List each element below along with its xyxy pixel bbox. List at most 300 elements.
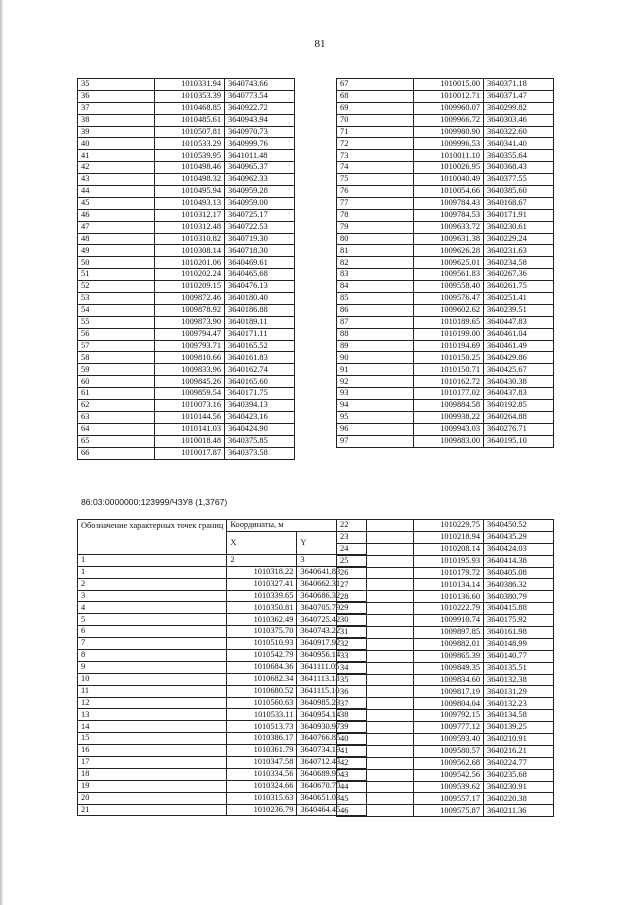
x-coordinate: 1010315.63 <box>227 792 297 804</box>
y-coordinate: 3640230.61 <box>484 221 554 233</box>
y-coordinate: 3640299.82 <box>484 102 554 114</box>
x-coordinate: 1009561.83 <box>414 269 484 281</box>
x-coordinate: 1010012.71 <box>414 90 484 102</box>
y-coordinate: 3640229.24 <box>484 233 554 245</box>
table-row <box>78 709 367 721</box>
y-coordinate: 3641111.05 <box>297 661 367 673</box>
y-coordinate: 3640447.83 <box>484 316 554 328</box>
x-coordinate: 1009793.71 <box>155 340 225 352</box>
y-coordinate: 3640435.29 <box>484 531 554 543</box>
y-coordinate: 3640235.68 <box>484 769 554 781</box>
table-row <box>78 197 295 209</box>
point-number: 69 <box>337 102 414 114</box>
table-row <box>337 650 554 662</box>
x-coordinate: 1010136.60 <box>414 591 484 603</box>
y-coordinate: 3640276.71 <box>484 423 554 435</box>
point-number: 40 <box>337 734 414 746</box>
y-coordinate: 3640135.51 <box>484 662 554 674</box>
coordinates-table-bottom-right <box>336 519 554 817</box>
table-row <box>337 340 554 352</box>
y-coordinate: 3640195.10 <box>484 435 554 447</box>
table-row <box>337 543 554 555</box>
table-row <box>337 411 554 423</box>
y-coordinate: 3640959.00 <box>225 197 295 209</box>
x-coordinate: 1009626.28 <box>414 245 484 257</box>
x-coordinate: 1010144.56 <box>155 411 225 423</box>
y-coordinate: 3640985.23 <box>297 697 367 709</box>
y-coordinate: 3640168.67 <box>484 197 554 209</box>
x-coordinate: 1009794.47 <box>155 328 225 340</box>
point-number: 1 <box>78 566 227 578</box>
table-row <box>337 627 554 639</box>
x-coordinate: 1010194.69 <box>414 340 484 352</box>
table-row <box>78 614 367 626</box>
table-row <box>78 209 295 221</box>
point-number: 82 <box>337 257 414 269</box>
point-number: 84 <box>337 281 414 293</box>
point-number: 81 <box>337 245 414 257</box>
y-coordinate: 3640405.08 <box>484 567 554 579</box>
point-number: 26 <box>337 567 414 579</box>
x-coordinate: 1010542.79 <box>227 650 297 662</box>
table-row <box>78 281 295 293</box>
table-row <box>78 269 295 281</box>
y-coordinate: 3640377.55 <box>484 174 554 186</box>
table-row <box>337 400 554 412</box>
header-x: X <box>227 531 297 554</box>
y-coordinate: 3640140.77 <box>484 650 554 662</box>
point-number: 61 <box>78 388 155 400</box>
x-coordinate: 1010308.14 <box>155 245 225 257</box>
table-row <box>337 245 554 257</box>
point-number: 10 <box>78 673 227 685</box>
x-coordinate: 1009960.07 <box>414 102 484 114</box>
x-coordinate: 1009980.90 <box>414 126 484 138</box>
page-number: 81 <box>314 38 326 50</box>
x-coordinate: 1009996.53 <box>414 138 484 150</box>
y-coordinate: 3640686.32 <box>297 590 367 602</box>
x-coordinate: 1009558.40 <box>414 281 484 293</box>
table-row <box>78 602 367 614</box>
x-coordinate: 1010468.85 <box>155 102 225 114</box>
x-coordinate: 1010498.46 <box>155 162 225 174</box>
x-coordinate: 1010229.75 <box>414 520 484 532</box>
point-number: 46 <box>337 805 414 817</box>
y-coordinate: 3640220.38 <box>484 793 554 805</box>
x-coordinate: 1010040.49 <box>414 174 484 186</box>
x-coordinate: 1009792.15 <box>414 710 484 722</box>
y-coordinate: 3640662.31 <box>297 578 367 590</box>
section-label: 86:03:0000000:123999/ЧЗУ8 (1,3767) <box>81 497 228 507</box>
x-coordinate: 1010312.48 <box>155 221 225 233</box>
y-coordinate: 3640999.76 <box>225 138 295 150</box>
table-row <box>337 662 554 674</box>
y-coordinate: 3640303.46 <box>484 114 554 126</box>
x-coordinate: 1009859.54 <box>155 388 225 400</box>
point-number: 49 <box>78 245 155 257</box>
y-coordinate: 3640423.16 <box>225 411 295 423</box>
header-number-3: 3 <box>297 554 367 566</box>
y-coordinate: 3640210.91 <box>484 734 554 746</box>
table-row <box>337 781 554 793</box>
x-coordinate: 1009849.35 <box>414 662 484 674</box>
x-coordinate: 1009631.38 <box>414 233 484 245</box>
point-number: 36 <box>337 686 414 698</box>
point-number: 25 <box>337 555 414 567</box>
table-row <box>78 447 295 459</box>
table-row <box>337 364 554 376</box>
x-coordinate: 1010498.32 <box>155 174 225 186</box>
table-row <box>78 757 367 769</box>
x-coordinate: 1010177.02 <box>414 388 484 400</box>
table-row <box>337 114 554 126</box>
y-coordinate: 3640386.32 <box>484 579 554 591</box>
point-number: 15 <box>78 733 227 745</box>
table-row <box>337 520 554 532</box>
point-number: 83 <box>337 269 414 281</box>
y-coordinate: 3640161.98 <box>484 627 554 639</box>
y-coordinate: 3640641.83 <box>297 566 367 578</box>
point-number: 68 <box>337 90 414 102</box>
y-coordinate: 3640371.47 <box>484 90 554 102</box>
header-y: Y <box>297 531 367 554</box>
x-coordinate: 1010202.24 <box>155 269 225 281</box>
table-row <box>78 352 295 364</box>
point-number: 96 <box>337 423 414 435</box>
y-coordinate: 3640231.63 <box>484 245 554 257</box>
point-number: 21 <box>78 804 227 816</box>
y-coordinate: 3640670.70 <box>297 780 367 792</box>
y-coordinate: 3640424.03 <box>484 543 554 555</box>
scan-edge <box>0 0 3 905</box>
point-number: 32 <box>337 638 414 650</box>
table-row <box>78 233 295 245</box>
table-row <box>337 734 554 746</box>
table-row <box>78 79 295 91</box>
point-number: 90 <box>337 352 414 364</box>
y-coordinate: 3640651.03 <box>297 792 367 804</box>
x-coordinate: 1010684.36 <box>227 661 297 673</box>
x-coordinate: 1010680.52 <box>227 685 297 697</box>
table-row <box>78 162 295 174</box>
table-row <box>337 90 554 102</box>
y-coordinate: 3640175.92 <box>484 615 554 627</box>
coordinates-table-top-right <box>336 78 554 448</box>
table-row <box>337 197 554 209</box>
x-coordinate: 1010026.95 <box>414 162 484 174</box>
x-coordinate: 1010150.71 <box>414 364 484 376</box>
y-coordinate: 3640959.28 <box>225 186 295 198</box>
point-number: 44 <box>78 186 155 198</box>
point-number: 39 <box>78 126 155 138</box>
table-row <box>78 768 367 780</box>
table-row <box>78 400 295 412</box>
y-coordinate: 3640234.58 <box>484 257 554 269</box>
x-coordinate: 1009580.57 <box>414 745 484 757</box>
x-coordinate: 1009910.74 <box>414 615 484 627</box>
x-coordinate: 1010222.79 <box>414 603 484 615</box>
table-row <box>78 150 295 162</box>
x-coordinate: 1009834.60 <box>414 674 484 686</box>
point-number: 94 <box>337 400 414 412</box>
point-number: 64 <box>78 423 155 435</box>
y-coordinate: 3640261.75 <box>484 281 554 293</box>
point-number: 16 <box>78 745 227 757</box>
table-row <box>337 423 554 435</box>
y-coordinate: 3640224.77 <box>484 757 554 769</box>
y-coordinate: 3640424.90 <box>225 423 295 435</box>
table-row <box>78 304 295 316</box>
table-row <box>78 745 367 757</box>
x-coordinate: 1010327.41 <box>227 578 297 590</box>
table-row <box>78 102 295 114</box>
header-coordinates: Координаты, м <box>227 520 367 532</box>
point-number: 54 <box>78 304 155 316</box>
point-number: 42 <box>78 162 155 174</box>
table-row <box>337 221 554 233</box>
point-number: 87 <box>337 316 414 328</box>
y-coordinate: 3640373.58 <box>225 447 295 459</box>
point-number: 85 <box>337 293 414 305</box>
y-coordinate: 3640251.41 <box>484 293 554 305</box>
x-coordinate: 1009542.56 <box>414 769 484 781</box>
point-number: 35 <box>78 79 155 91</box>
x-coordinate: 1009833.96 <box>155 364 225 376</box>
y-coordinate: 3640743.22 <box>297 626 367 638</box>
x-coordinate: 1009938.22 <box>414 411 484 423</box>
point-number: 43 <box>337 769 414 781</box>
x-coordinate: 1009784.43 <box>414 197 484 209</box>
point-number: 74 <box>337 162 414 174</box>
x-coordinate: 1010334.56 <box>227 768 297 780</box>
y-coordinate: 3640464.45 <box>297 804 367 816</box>
point-number: 77 <box>337 197 414 209</box>
point-number: 56 <box>78 328 155 340</box>
point-number: 34 <box>337 662 414 674</box>
table-row <box>78 661 367 673</box>
x-coordinate: 1010199.00 <box>414 328 484 340</box>
x-coordinate: 1010011.10 <box>414 150 484 162</box>
point-number: 50 <box>78 257 155 269</box>
x-coordinate: 1009872.46 <box>155 293 225 305</box>
x-coordinate: 1010510.93 <box>227 638 297 650</box>
y-coordinate: 3640450.52 <box>484 520 554 532</box>
x-coordinate: 1010201.06 <box>155 257 225 269</box>
table-row <box>337 281 554 293</box>
point-number: 55 <box>78 316 155 328</box>
y-coordinate: 3640131.29 <box>484 686 554 698</box>
point-number: 20 <box>78 792 227 804</box>
table-row <box>337 686 554 698</box>
point-number: 89 <box>337 340 414 352</box>
x-coordinate: 1009845.26 <box>155 376 225 388</box>
point-number: 2 <box>78 578 227 590</box>
point-number: 57 <box>78 340 155 352</box>
x-coordinate: 1010179.72 <box>414 567 484 579</box>
x-coordinate: 1010162.72 <box>414 376 484 388</box>
x-coordinate: 1010054.66 <box>414 186 484 198</box>
x-coordinate: 1010209.15 <box>155 281 225 293</box>
point-number: 19 <box>78 780 227 792</box>
table-row <box>78 126 295 138</box>
x-coordinate: 1010310.82 <box>155 233 225 245</box>
point-number: 5 <box>78 614 227 626</box>
table-row <box>337 579 554 591</box>
point-number: 91 <box>337 364 414 376</box>
point-number: 6 <box>78 626 227 638</box>
y-coordinate: 3640165.60 <box>225 376 295 388</box>
point-number: 44 <box>337 781 414 793</box>
x-coordinate: 1009810.66 <box>155 352 225 364</box>
x-coordinate: 1010347.58 <box>227 757 297 769</box>
table-row <box>78 721 367 733</box>
y-coordinate: 3640719.30 <box>225 233 295 245</box>
coordinates-table-bottom-left <box>77 519 367 816</box>
y-coordinate: 3640380.79 <box>484 591 554 603</box>
y-coordinate: 3640954.14 <box>297 709 367 721</box>
point-number: 92 <box>337 376 414 388</box>
y-coordinate: 3640430.38 <box>484 376 554 388</box>
table-row <box>337 674 554 686</box>
point-number: 24 <box>337 543 414 555</box>
table-row <box>337 352 554 364</box>
point-number: 38 <box>78 114 155 126</box>
point-number: 30 <box>337 615 414 627</box>
x-coordinate: 1010362.49 <box>227 614 297 626</box>
point-number: 13 <box>78 709 227 721</box>
y-coordinate: 3640943.94 <box>225 114 295 126</box>
table-row <box>78 423 295 435</box>
table-row <box>78 376 295 388</box>
table-row <box>337 174 554 186</box>
table-row <box>78 590 367 602</box>
x-coordinate: 1009777.12 <box>414 722 484 734</box>
x-coordinate: 1010150.25 <box>414 352 484 364</box>
point-number: 59 <box>78 364 155 376</box>
y-coordinate: 3640437.83 <box>484 388 554 400</box>
table-row <box>78 578 367 590</box>
point-number: 88 <box>337 328 414 340</box>
table-row <box>337 757 554 769</box>
table-row <box>337 603 554 615</box>
x-coordinate: 1010195.93 <box>414 555 484 567</box>
y-coordinate: 3640230.91 <box>484 781 554 793</box>
x-coordinate: 1010318.22 <box>227 566 297 578</box>
point-number: 31 <box>337 627 414 639</box>
table-row <box>78 328 295 340</box>
point-number: 70 <box>337 114 414 126</box>
table-row <box>78 340 295 352</box>
point-number: 8 <box>78 650 227 662</box>
y-coordinate: 3640722.53 <box>225 221 295 233</box>
table-row <box>337 388 554 400</box>
x-coordinate: 1009873.90 <box>155 316 225 328</box>
y-coordinate: 3640385.60 <box>484 186 554 198</box>
y-coordinate: 3640956.14 <box>297 650 367 662</box>
point-number: 9 <box>78 661 227 673</box>
x-coordinate: 1010386.17 <box>227 733 297 745</box>
y-coordinate: 3640134.58 <box>484 710 554 722</box>
table-row <box>337 257 554 269</box>
header-number-1: 1 <box>78 554 227 566</box>
table-row <box>337 126 554 138</box>
point-number: 36 <box>78 90 155 102</box>
point-number: 23 <box>337 531 414 543</box>
x-coordinate: 1010073.16 <box>155 400 225 412</box>
y-coordinate: 3640461.49 <box>484 340 554 352</box>
table-row <box>78 257 295 269</box>
y-coordinate: 3640132.23 <box>484 698 554 710</box>
y-coordinate: 3640368.43 <box>484 162 554 174</box>
table-row <box>78 138 295 150</box>
x-coordinate: 1009865.39 <box>414 650 484 662</box>
header-point-designation: Обозначение характерных точек границ <box>78 520 227 555</box>
point-number: 80 <box>337 233 414 245</box>
point-number: 62 <box>78 400 155 412</box>
y-coordinate: 3640139.25 <box>484 722 554 734</box>
table-row <box>78 792 367 804</box>
y-coordinate: 3641011.48 <box>225 150 295 162</box>
y-coordinate: 3640264.88 <box>484 411 554 423</box>
y-coordinate: 3640461.04 <box>484 328 554 340</box>
y-coordinate: 3640394.13 <box>225 400 295 412</box>
point-number: 41 <box>78 150 155 162</box>
point-number: 60 <box>78 376 155 388</box>
y-coordinate: 3640189.11 <box>225 316 295 328</box>
table-row <box>78 697 367 709</box>
point-number: 76 <box>337 186 414 198</box>
point-number: 29 <box>337 603 414 615</box>
table-row <box>337 102 554 114</box>
point-number: 72 <box>337 138 414 150</box>
point-number: 11 <box>78 685 227 697</box>
y-coordinate: 3640211.36 <box>484 805 554 817</box>
table-row <box>337 745 554 757</box>
x-coordinate: 1010361.79 <box>227 745 297 757</box>
x-coordinate: 1010324.66 <box>227 780 297 792</box>
y-coordinate: 3640773.54 <box>225 90 295 102</box>
table-row <box>78 780 367 792</box>
table-row <box>78 435 295 447</box>
point-number: 17 <box>78 757 227 769</box>
x-coordinate: 1010141.03 <box>155 423 225 435</box>
x-coordinate: 1009625.01 <box>414 257 484 269</box>
table-row <box>337 376 554 388</box>
point-number: 93 <box>337 388 414 400</box>
table-row <box>337 698 554 710</box>
table-row <box>337 186 554 198</box>
y-coordinate: 3640186.88 <box>225 304 295 316</box>
point-number: 53 <box>78 293 155 305</box>
y-coordinate: 3640148.99 <box>484 638 554 650</box>
x-coordinate: 1010018.48 <box>155 435 225 447</box>
x-coordinate: 1010353.39 <box>155 90 225 102</box>
point-number: 14 <box>78 721 227 733</box>
table-row <box>78 90 295 102</box>
table-row <box>78 114 295 126</box>
x-coordinate: 1009593.40 <box>414 734 484 746</box>
x-coordinate: 1010507.81 <box>155 126 225 138</box>
y-coordinate: 3640355.64 <box>484 150 554 162</box>
y-coordinate: 3640712.43 <box>297 757 367 769</box>
y-coordinate: 3640689.95 <box>297 768 367 780</box>
y-coordinate: 3640165.52 <box>225 340 295 352</box>
table-row <box>78 293 295 305</box>
x-coordinate: 1009557.17 <box>414 793 484 805</box>
y-coordinate: 3641113.18 <box>297 673 367 685</box>
table-row <box>337 233 554 245</box>
y-coordinate: 3640322.60 <box>484 126 554 138</box>
